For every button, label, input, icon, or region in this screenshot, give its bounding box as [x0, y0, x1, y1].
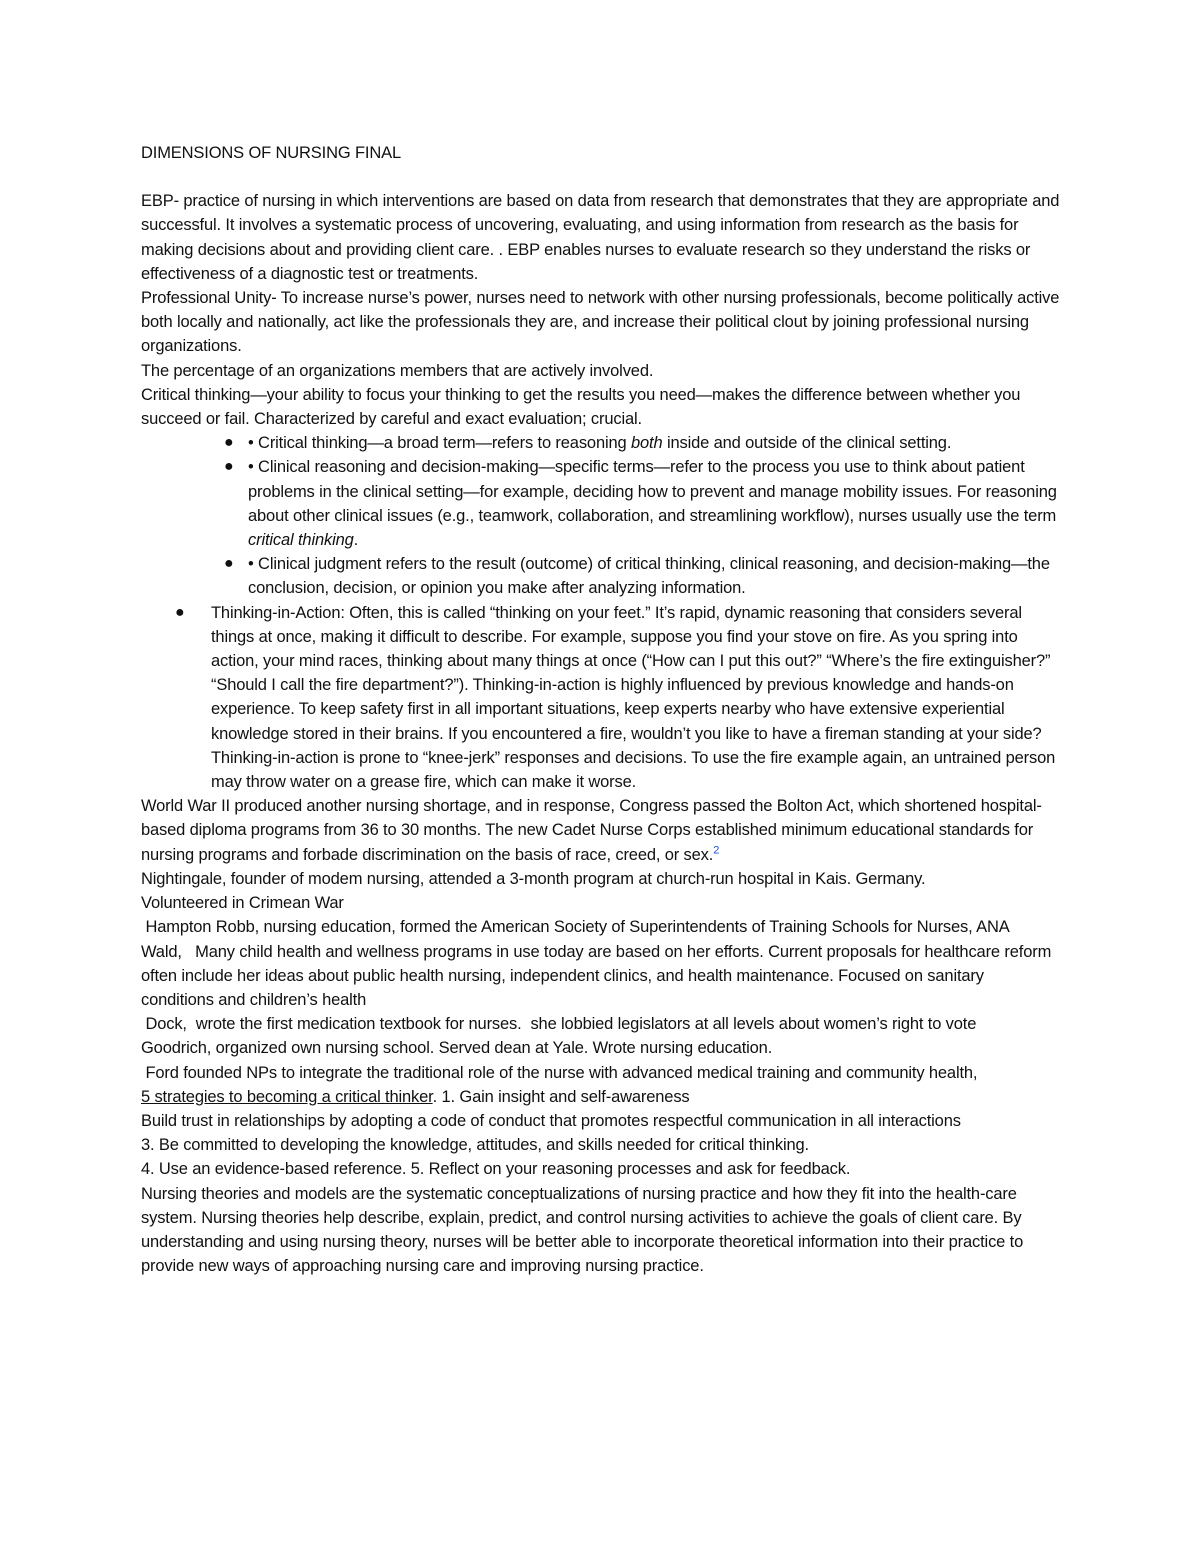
bullet-icon: ●	[224, 555, 234, 573]
dock-paragraph: Dock, wrote the first medication textbook for nurses. she lobbied legislators at all levels about women’s right to vote	[141, 1015, 977, 1034]
thinking-in-action-list	[141, 601, 1061, 795]
nursing-theories-paragraph: Nursing theories and models are the systematic conceptualizations of nursing practice and how they fit into the health-care system. Nursing theories help describe, explain, predict, and control nursing activities to achieve the goals of client care. By understanding and using nursing theory, nurses will be better able to incorporate theoretical information into their practice to provide new ways of approaching nursing care and improving nursing practice.	[141, 1184, 1024, 1276]
bullet-icon: ●	[224, 434, 234, 452]
strategies-paragraph: 5 strategies to becoming a critical thinker. 1. Gain insight and self-awareness	[141, 1087, 690, 1106]
ebp-paragraph: EBP- practice of nursing in which interventions are based on data from research that demonstrates that they are appropriate and successful. It involves a systematic process of uncovering, evaluating, and using information from research as the basis for making decisions about and providing client care. . EBP enables nurses to evaluate research so they understand the risks or effectiveness of a diagnostic test or treatments.	[141, 192, 1060, 283]
bullet-icon: ●	[175, 603, 185, 621]
list-item: ● Thinking-in-Action: Often, this is called “thinking on your feet.” It’s rapid, dynamic reasoning that considers several things at once, making it difficult to describe. For example, suppose you find your stove on fire. As you spring into action, your mind races, thinking about many things at once (“How can I put this out?” “Where’s the fire extinguisher?” “Should I call the fire department?”). Thinking-in-action is highly influenced by previous knowledge and hands-on experience. To keep safety first in all important situations, keep experts nearby who have extensive experiential knowledge stored in their brains. If you encountered a fire, wouldn’t you like to have a fireman standing at your side? Thinking-in-action is prone to “knee-jerk” responses and decisions. To use the fire example again, an untrained person may throw water on a grease fire, which can make it worse.	[141, 601, 1061, 795]
professional-unity-paragraph: Professional Unity- To increase nurse’s power, nurses need to network with other nursing professionals, become politically active both locally and nationally, act like the professionals they are, and increase their political clout by joining professional nursing organizations.	[141, 289, 1060, 356]
list-item: ● • Clinical reasoning and decision-making—specific terms—refer to the process you use to think about patient problems in the clinical setting—for example, deciding how to prevent and manage mobility issues. For reasoning about other clinical issues (e.g., teamwork, collaboration, and streamlining workflow), nurses usually use the term critical thinking.	[141, 455, 1061, 552]
robb-paragraph: Hampton Robb, nursing education, formed the American Society of Superintendents of Training Schools for Nurses, ANA	[141, 918, 1010, 937]
bullet-icon: ●	[224, 458, 234, 476]
wwii-paragraph: World War II produced another nursing shortage, and in response, Congress passed the Bolton Act, which shortened hospital-based diploma programs from 36 to 30 months. The new Cadet Nurse Corps established minimum educational standards for nursing programs and forbade discrimination on the basis of race, creed, or sex.$^2$	[141, 797, 1042, 864]
list-item: ● • Clinical judgment refers to the result (outcome) of critical thinking, clinical reasoning, and decision-making—the conclusion, decision, or opinion you make after analyzing information.	[141, 552, 1061, 600]
committed-paragraph: 3. Be committed to developing the knowledge, attitudes, and skills needed for critical thinking.	[141, 1136, 809, 1155]
percentage-paragraph: The percentage of an organizations members that are actively involved.	[141, 361, 654, 380]
evidence-paragraph: 4. Use an evidence-based reference. 5. Reflect on your reasoning processes and ask for feedback.	[141, 1160, 851, 1179]
document-title: DIMENSIONS OF NURSING FINAL	[141, 144, 401, 162]
nightingale-paragraph: Nightingale, founder of modem nursing, attended a 3-month program at church-run hospital in Kais. Germany.	[141, 869, 926, 888]
wald-paragraph: Wald, Many child health and wellness programs in use today are based on her efforts. Current proposals for healthcare reform often include her ideas about public health nursing, independent clinics, and health maintenance. Focused on sanitary conditions and children’s health	[141, 942, 1056, 1009]
document-body	[141, 141, 1061, 1278]
build-trust-paragraph: Build trust in relationships by adopting a code of conduct that promotes respectful communication in all interactions	[141, 1111, 961, 1130]
strategies-heading: 5 strategies to becoming a critical thinker	[141, 1087, 433, 1106]
ford-paragraph: Ford founded NPs to integrate the traditional role of the nurse with advanced medical training and community health,	[141, 1063, 978, 1082]
critical-thinking-paragraph: Critical thinking—your ability to focus your thinking to get the results you need—makes the difference between whether you succeed or fail. Characterized by careful and exact evaluation; crucial.	[141, 385, 1021, 429]
critical-thinking-sublist	[141, 431, 1061, 600]
footnote-link[interactable]: 2	[713, 844, 720, 857]
crimean-war-paragraph: Volunteered in Crimean War	[141, 894, 344, 913]
list-item: ● • Critical thinking—a broad term—refers to reasoning both inside and outside of the clinical setting.	[141, 431, 1061, 455]
goodrich-paragraph: Goodrich, organized own nursing school. Served dean at Yale. Wrote nursing education.	[141, 1039, 773, 1058]
